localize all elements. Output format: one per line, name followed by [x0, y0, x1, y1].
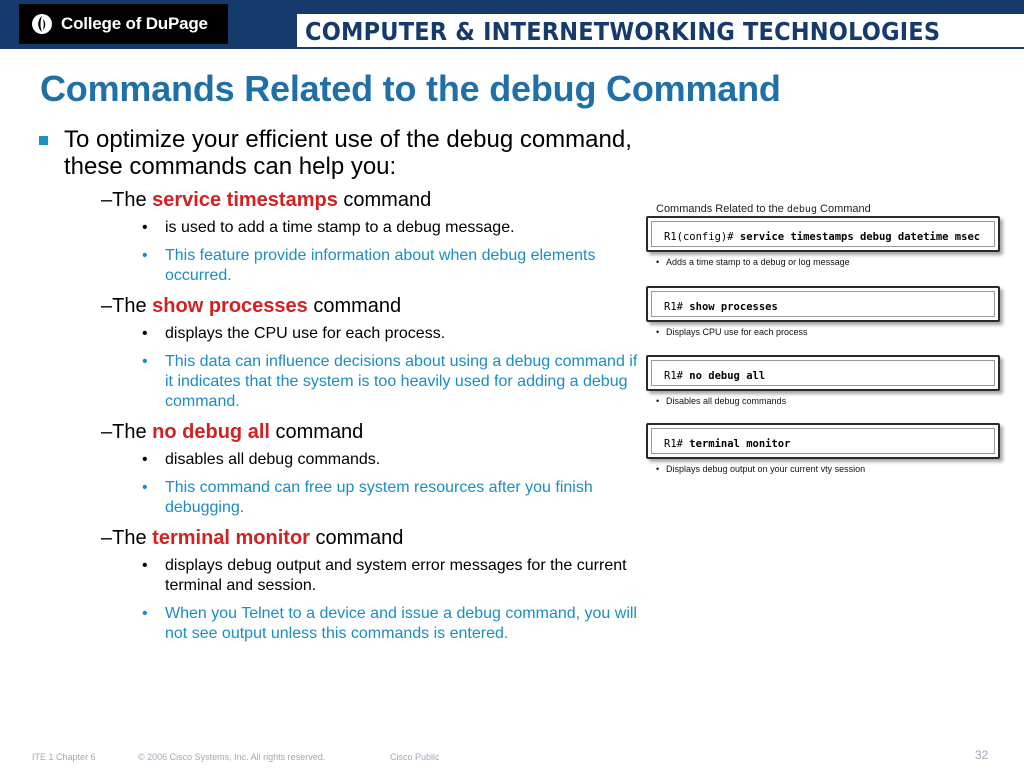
command-prompt: R1(config)#	[664, 231, 734, 243]
command-box-inner	[651, 221, 995, 247]
command-heading	[35, 294, 645, 318]
command-group	[35, 188, 645, 286]
command-prefix: –The	[101, 421, 153, 443]
command-suffix: command	[309, 527, 404, 549]
bullet-dot-icon: •	[142, 247, 148, 264]
command-detail	[35, 450, 645, 470]
bullet-dot-icon: •	[142, 479, 148, 496]
command-note	[656, 257, 850, 267]
command-detail	[35, 324, 645, 344]
command-text: show processes	[689, 301, 778, 313]
command-detail-text: This feature provide information about when debug elements occurred.	[165, 247, 596, 284]
command-detail-text: This command can free up system resources after you finish debugging.	[165, 479, 593, 516]
figure-title-pre: Commands Related to the	[656, 203, 787, 215]
intro-text: To optimize your efficient use of the debug command, these commands can help you:	[64, 126, 632, 180]
command-name: service timestamps	[152, 189, 338, 211]
commands-figure	[644, 199, 1004, 481]
command-prefix: –The	[101, 189, 153, 211]
bullet-dot-icon: •	[656, 464, 660, 474]
command-detail-text: displays debug output and system error messages for the current terminal and session.	[165, 557, 627, 594]
command-suffix: command	[307, 295, 402, 317]
slide-title: Commands Related to the debug Command	[40, 68, 781, 109]
slide-content	[35, 126, 645, 652]
command-suffix: command	[337, 189, 432, 211]
command-name: no debug all	[152, 421, 270, 443]
command-box-inner	[651, 428, 995, 454]
command-detail	[35, 604, 645, 644]
command-detail	[35, 246, 645, 286]
college-logo	[19, 4, 228, 44]
command-detail-text: When you Telnet to a device and issue a debug command, you will not see output unless this commands is entered.	[165, 605, 637, 642]
command-box	[646, 216, 1000, 252]
command-note-text: Displays debug output on your current vty session	[666, 464, 866, 474]
command-line	[664, 370, 765, 382]
command-detail-text: disables all debug commands.	[165, 451, 381, 468]
square-bullet-icon	[39, 136, 48, 145]
command-prompt: R1#	[664, 438, 683, 450]
slide-footer	[0, 748, 1024, 768]
command-box	[646, 286, 1000, 322]
command-note-text: Displays CPU use for each process	[666, 327, 808, 337]
command-box-inner	[651, 360, 995, 386]
command-line	[664, 438, 790, 450]
figure-title-post: Command	[816, 203, 871, 215]
command-prefix: –The	[101, 295, 153, 317]
command-detail	[35, 556, 645, 596]
bullet-dot-icon: •	[656, 327, 660, 337]
bullet-dot-icon: •	[142, 325, 148, 342]
command-group	[35, 526, 645, 644]
command-detail-text: is used to add a time stamp to a debug message.	[165, 219, 515, 236]
bullet-dot-icon: •	[656, 396, 660, 406]
command-detail	[35, 218, 645, 238]
command-text: no debug all	[689, 370, 766, 382]
footer-classification: Cisco Public	[390, 752, 440, 762]
college-logo-text: College of DuPage	[61, 14, 208, 33]
bullet-dot-icon: •	[142, 451, 148, 468]
command-detail	[35, 352, 645, 412]
command-line	[664, 301, 778, 313]
command-note	[656, 464, 866, 474]
command-detail	[35, 478, 645, 518]
command-note-text: Adds a time stamp to a debug or log message	[666, 257, 850, 267]
command-box-inner	[651, 291, 995, 317]
command-detail-text: This data can influence decisions about using a debug command if it indicates that the system is too heavily used for adding a debug command.	[165, 353, 638, 410]
bullet-dot-icon: •	[142, 219, 148, 236]
bullet-dot-icon: •	[142, 605, 148, 622]
command-list	[35, 188, 645, 644]
command-text: terminal monitor	[689, 438, 791, 450]
command-name: terminal monitor	[152, 527, 310, 549]
bullet-dot-icon: •	[142, 557, 148, 574]
command-prefix: –The	[101, 527, 153, 549]
bullet-dot-icon: •	[656, 257, 660, 267]
command-heading	[35, 526, 645, 550]
command-note	[656, 327, 808, 337]
command-heading	[35, 420, 645, 444]
figure-title	[656, 203, 871, 215]
command-box	[646, 355, 1000, 391]
command-prompt: R1#	[664, 301, 683, 313]
command-line	[664, 231, 980, 243]
command-box	[646, 423, 1000, 459]
figure-title-mono: debug	[786, 204, 817, 215]
college-logo-icon	[31, 13, 53, 35]
command-group	[35, 294, 645, 412]
command-note	[656, 396, 787, 406]
command-group	[35, 420, 645, 518]
program-banner-text: COMPUTER & INTERNETWORKING TECHNOLOGIES	[305, 17, 941, 46]
footer-copyright: © 2006 Cisco Systems, Inc. All rights reserved.	[138, 752, 326, 762]
program-banner	[297, 14, 1024, 47]
footer-chapter: ITE 1 Chapter 6	[32, 752, 96, 762]
command-note-text: Disables all debug commands	[666, 396, 787, 406]
command-suffix: command	[269, 421, 364, 443]
page-number: 32	[975, 748, 989, 762]
bullet-dot-icon: •	[142, 353, 148, 370]
intro-bullet	[35, 126, 645, 180]
command-prompt: R1#	[664, 370, 683, 382]
command-detail-text: displays the CPU use for each process.	[165, 325, 446, 342]
command-heading	[35, 188, 645, 212]
header-bar	[0, 0, 1024, 49]
command-text: service timestamps debug datetime msec	[739, 231, 981, 243]
command-name: show processes	[152, 295, 308, 317]
